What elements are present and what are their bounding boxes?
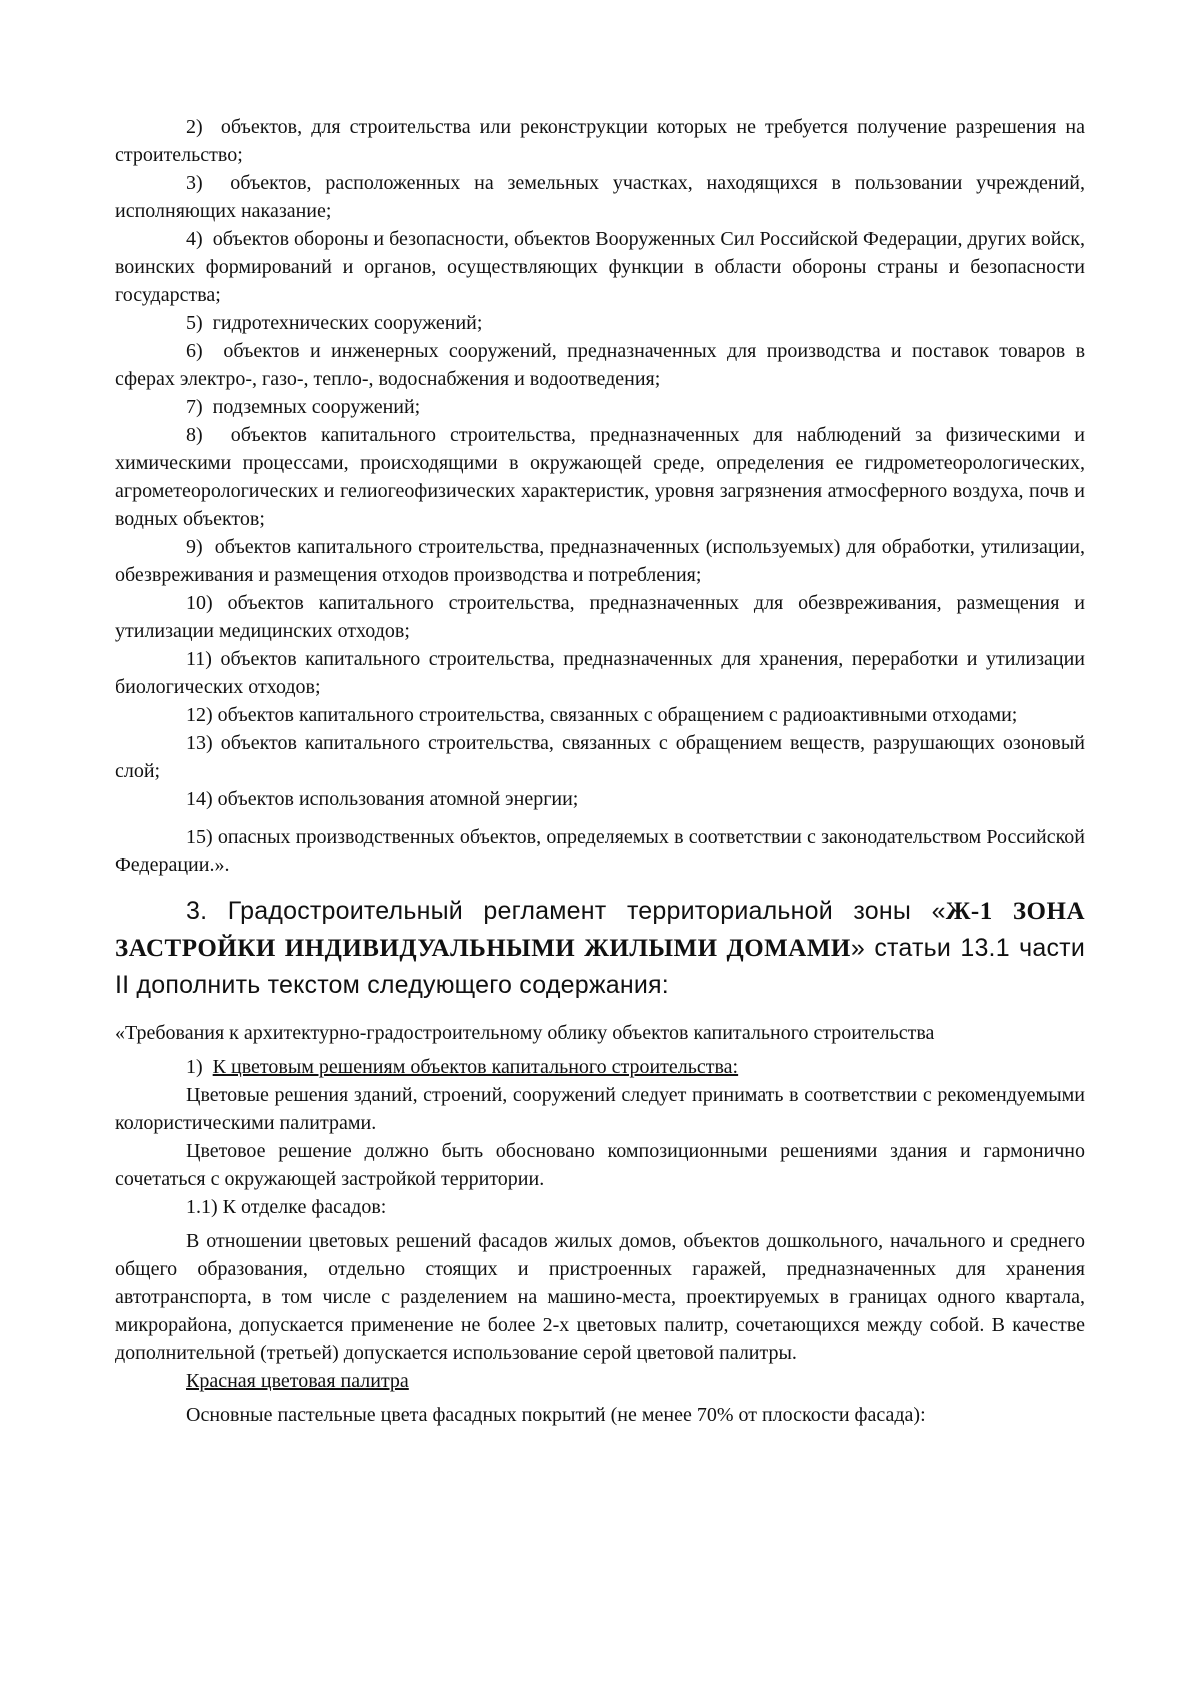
list-item-8: 8) объектов капитального строительства, предназначенных для наблюдений за физическими и химическими процессами, происходящими в окружающей среде, определения ее гидрометеорологических, агрометеорологических и гелиогеофизических характеристик, уровня загрязнения атмосферного воздуха, почв и водных объектов; bbox=[115, 424, 1085, 530]
section-3-heading: 3. Градостроительный регламент территориальной зоны «Ж-1 ЗОНА ЗАСТРОЙКИ ИНДИВИДУАЛЬНЫМИ ЖИЛЫМИ ДОМАМИ» статьи 13.1 части II дополнить текстом следующего содержания: bbox=[115, 897, 1086, 999]
red-palette-heading: Красная цветовая палитра bbox=[186, 1370, 409, 1392]
color-solutions-item: 1) К цветовым решениям объектов капитального строительства: bbox=[186, 1056, 739, 1078]
list-item-4: 4) объектов обороны и безопасности, объектов Вооруженных Сил Российской Федерации, других войск, воинских формирований и органов, осуществляющих функции в области обороны страны и безопасности государства; bbox=[115, 228, 1086, 306]
main-colors-line: Основные пастельные цвета фасадных покрытий (не менее 70% от плоскости фасада): bbox=[186, 1404, 926, 1426]
requirements-heading: «Требования к архитектурно-градостроительному облику объектов капитального строительства bbox=[115, 1022, 935, 1044]
facade-paragraph: В отношении цветовых решений фасадов жилых домов, объектов дошкольного, начального и среднего общего образования, отдельно стоящих и пристроенных гаражей, предназначенных для хранения автотранспорта, в том числе с разделением на машино-места, проектируемых в границах одного квартала, микрорайона, допускается применение не более 2-х цветовых палитр, сочетающихся между собой. В качестве дополнительной (третьей) допускается использование серой цветовой палитры. bbox=[115, 1230, 1085, 1364]
list-item-2: 2) объектов, для строительства или реконструкции которых не требуется получение разрешения на строительство; bbox=[115, 116, 1086, 166]
list-item-14: 14) объектов использования атомной энергии; bbox=[186, 788, 579, 810]
list-item-15: 15) опасных производственных объектов, определяемых в соответствии с законодательством Российской Федерации.». bbox=[115, 826, 1085, 876]
list-item-11: 11) объектов капитального строительства, предназначенных для хранения, переработки и утилизации биологических отходов; bbox=[115, 648, 1086, 698]
list-item-10: 10) объектов капитального строительства, предназначенных для обезвреживания, размещения и утилизации медицинских отходов; bbox=[115, 592, 1085, 642]
document-body bbox=[115, 113, 1085, 1429]
zone-name: Ж-1 ЗОНА ЗАСТРОЙКИ ИНДИВИДУАЛЬНЫМИ ЖИЛЫМИ ДОМАМИ bbox=[115, 898, 1086, 962]
color-paragraph-2: Цветовое решение должно быть обосновано композиционными решениями здания и гармонично сочетаться с окружающей застройкой территории. bbox=[115, 1140, 1085, 1190]
list-item-7: 7) подземных сооружений; bbox=[186, 396, 421, 418]
list-item-13: 13) объектов капитального строительства, связанных с обращением веществ, разрушающих озоновый слой; bbox=[115, 732, 1085, 782]
list-item-6: 6) объектов и инженерных сооружений, предназначенных для производства и поставок товаров в сферах электро-, газо-, тепло-, водоснабжения и водоотведения; bbox=[115, 340, 1086, 390]
list-item-3: 3) объектов, расположенных на земельных участках, находящихся в пользовании учреждений, исполняющих наказание; bbox=[115, 172, 1085, 222]
list-item-9: 9) объектов капитального строительства, предназначенных (используемых) для обработки, утилизации, обезвреживания и размещения отходов производства и потребления; bbox=[115, 536, 1085, 586]
color-paragraph-1: Цветовые решения зданий, строений, сооружений следует принимать в соответствии с рекомендуемыми колористическими палитрами. bbox=[115, 1084, 1085, 1134]
list-item-5: 5) гидротехнических сооружений; bbox=[186, 312, 483, 334]
facade-heading: 1.1) К отделке фасадов: bbox=[186, 1196, 387, 1218]
list-item-12: 12) объектов капитального строительства, связанных с обращением с радиоактивными отходами; bbox=[186, 704, 1018, 726]
